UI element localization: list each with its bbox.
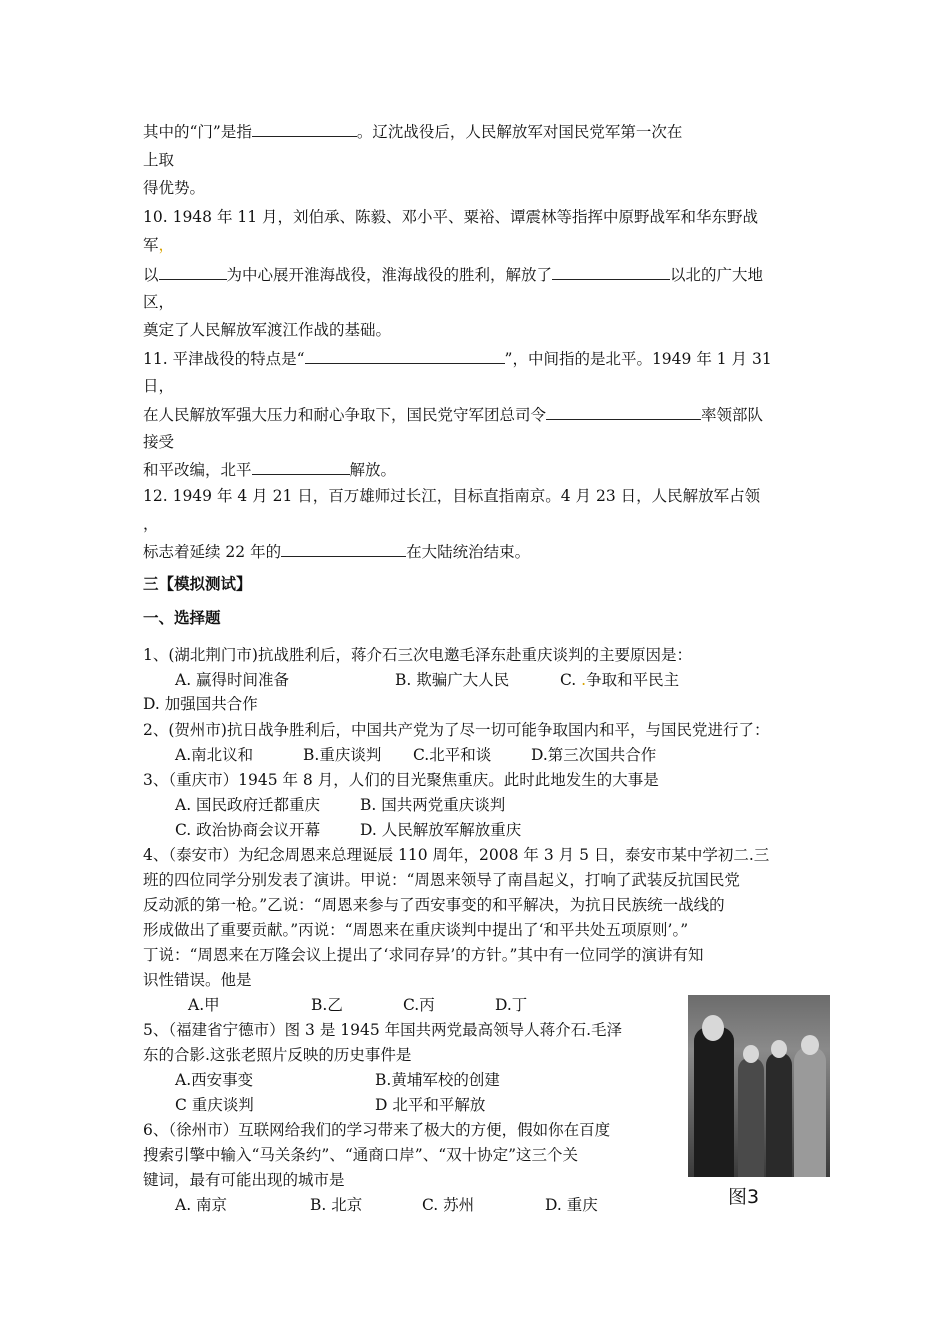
option[interactable]: C.北平和谈	[413, 746, 492, 764]
question-text: 3、（重庆市）1945 年 8 月，人们的目光聚焦重庆。此时此地发生的大事是	[143, 771, 659, 789]
sub-title: 一、选择题	[143, 609, 221, 627]
question-text: 6、（徐州市）互联网给我们的学习带来了极大的方便，假如你在百度	[143, 1121, 611, 1139]
option[interactable]: C 重庆谈判	[175, 1096, 254, 1114]
question-text: 4、（泰安市）为纪念周恩来总理诞辰 110 周年，2008 年 3 月 5 日，泰安市某中学初二.三	[143, 846, 770, 864]
option[interactable]: A.南北议和	[175, 746, 254, 764]
option[interactable]: D.丁	[495, 996, 528, 1014]
question-options	[175, 820, 521, 840]
option[interactable]: D. 重庆	[545, 1196, 598, 1214]
option[interactable]: B. 欺骗广大人民	[395, 671, 510, 689]
option-letter: C.	[560, 671, 582, 689]
question-text: 搜索引擎中输入“马关条约”、“通商口岸”、“双十协定”这三个关	[143, 1146, 579, 1164]
option[interactable]: B.重庆谈判	[303, 746, 382, 764]
text-seg: 11. 平津战役的特点是“	[143, 350, 305, 368]
question-options	[175, 1195, 598, 1215]
question-options	[175, 1070, 500, 1090]
text-line: ，	[143, 515, 159, 533]
question-text: 1、(湖北荆门市)抗战胜利后，蒋介石三次电邀毛泽东赴重庆谈判的主要原因是：	[143, 646, 692, 664]
option[interactable]: B. 北京	[310, 1196, 363, 1214]
option[interactable]	[560, 671, 679, 689]
option-text: 争取和平民主	[586, 671, 680, 689]
text-line: 奠定了人民解放军渡江作战的基础。	[143, 321, 392, 339]
option[interactable]: A.西安事变	[175, 1071, 254, 1089]
option[interactable]: B.黄埔军校的创建	[375, 1071, 500, 1089]
photo-face	[743, 1045, 759, 1063]
answer-blank[interactable]	[252, 459, 350, 475]
photo-face	[801, 1035, 819, 1055]
text-seg: ，	[158, 236, 175, 254]
answer-blank[interactable]	[281, 541, 406, 557]
question-text: 键词，最有可能出现的城市是	[143, 1171, 345, 1189]
question-text: 2、(贺州市)抗日战争胜利后，中国共产党为了尽一切可能争取国内和平，与国民党进行了：	[143, 721, 770, 739]
option[interactable]: B.乙	[311, 996, 343, 1014]
option[interactable]: A. 国民政府迁都重庆	[175, 796, 321, 814]
photo-figure	[694, 1027, 734, 1177]
option[interactable]: D. 加强国共合作	[143, 695, 258, 713]
text-line: 接受	[143, 433, 175, 451]
text-line	[143, 121, 682, 142]
option[interactable]: D.第三次国共合作	[531, 746, 657, 764]
text-line	[143, 541, 530, 562]
text-line	[143, 404, 763, 425]
text-line: 区，	[143, 293, 175, 311]
text-seg: 标志着延续 22 年的	[143, 543, 282, 561]
option[interactable]: D. 人民解放军解放重庆	[360, 821, 522, 839]
text-seg: 在人民解放军强大压力和耐心争取下，国民党守军团总司令	[143, 406, 547, 424]
section-title: 三【模拟测试】	[143, 575, 252, 593]
option[interactable]: B. 国共两党重庆谈判	[360, 796, 506, 814]
text-seg: 以	[143, 266, 159, 284]
answer-blank[interactable]	[546, 404, 701, 420]
answer-blank[interactable]	[159, 264, 227, 280]
text-line	[143, 348, 772, 369]
text-seg: 以北的广大地	[670, 266, 764, 284]
option[interactable]: C. 苏州	[422, 1196, 475, 1214]
question-options	[188, 995, 527, 1015]
text-seg: 为中心展开淮海战役，淮海战役的胜利，解放了	[226, 266, 553, 284]
text-seg: 率领部队	[701, 406, 764, 424]
text-seg: ”，中间指的是北平。1949 年 1 月 31	[504, 350, 772, 368]
text-line	[143, 264, 763, 285]
text-line	[143, 459, 396, 480]
text-line: 上取	[143, 151, 175, 169]
question-text: 形成做出了重要贡献。”丙说：“周恩来在重庆谈判中提出了‘和平共处五项原则’。”	[143, 921, 689, 939]
text-line: 得优势。	[143, 179, 206, 197]
text-seg: 军	[143, 236, 159, 254]
question-text: 识性错误。他是	[143, 971, 252, 989]
text-seg: 解放。	[349, 461, 397, 479]
text-line: 10. 1948 年 11 月，刘伯承、陈毅、邓小平、粟裕、谭震林等指挥中原野战军和华东野战	[143, 208, 759, 226]
option[interactable]: D 北平和平解放	[375, 1096, 486, 1114]
option[interactable]: A. 赢得时间准备	[175, 671, 290, 689]
answer-blank[interactable]	[552, 264, 670, 280]
historical-photo	[688, 995, 830, 1177]
mark-dot: .	[581, 671, 587, 689]
option[interactable]: C. 政治协商会议开幕	[175, 821, 321, 839]
answer-blank[interactable]	[305, 348, 505, 364]
answer-blank[interactable]	[252, 121, 357, 137]
photo-face	[771, 1040, 787, 1058]
text-seg: 。辽沈战役后，人民解放军对国民党军第一次在	[356, 123, 683, 141]
text-line	[143, 235, 174, 255]
text-seg: 其中的“门”是指	[143, 123, 252, 141]
question-options	[175, 745, 656, 765]
text-line: 日，	[143, 377, 175, 395]
question-text: 东的合影.这张老照片反映的历史事件是	[143, 1046, 412, 1064]
text-line: 12. 1949 年 4 月 21 日，百万雄师过长江，目标直指南京。4 月 23 日，人民解放军占领	[143, 487, 761, 505]
question-text: 反动派的第一枪。”乙说：“周恩来参与了西安事变的和平解决，为抗日民族统一战线的	[143, 896, 725, 914]
figure-caption: 图3	[728, 1186, 760, 1208]
photo-figure	[794, 1047, 826, 1177]
question-text: 丁说：“周恩来在万隆会议上提出了‘求同存异’的方针。”其中有一位同学的演讲有知	[143, 946, 704, 964]
question-options	[175, 1095, 485, 1115]
photo-figure	[738, 1057, 764, 1177]
option[interactable]: A.甲	[188, 996, 220, 1014]
text-seg: 和平改编，北平	[143, 461, 252, 479]
question-options	[175, 795, 505, 815]
question-options	[175, 670, 679, 690]
photo-face	[702, 1015, 724, 1041]
question-text: 班的四位同学分别发表了演讲。甲说：“周恩来领导了南昌起义，打响了武装反抗国民党	[143, 871, 740, 889]
option[interactable]: A. 南京	[175, 1196, 228, 1214]
photo-figure	[766, 1052, 792, 1177]
option[interactable]: C.丙	[403, 996, 435, 1014]
text-seg: 在大陆统治结束。	[406, 543, 531, 561]
question-text: 5、（福建省宁德市）图 3 是 1945 年国共两党最高领导人蒋介石.毛泽	[143, 1021, 623, 1039]
